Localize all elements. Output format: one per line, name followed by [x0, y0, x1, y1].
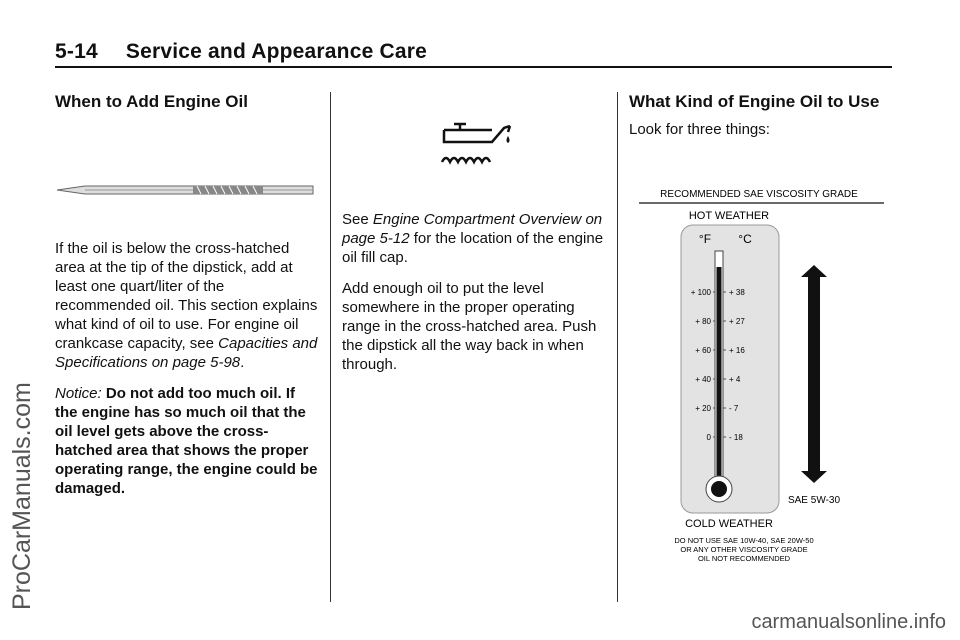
cold-weather-label: COLD WEATHER — [685, 518, 773, 530]
capacities-link[interactable]: Capacities and Specifications on page 5-98 — [55, 335, 318, 371]
f-tick-1: + 80 — [695, 317, 711, 326]
notice-label: Notice: — [55, 385, 102, 402]
column-divider-1 — [330, 92, 331, 602]
add-oil-body: If the oil is below the cross-hatched area at the tip of the dipstick, add at least one quart/liter of the recommended oil. This section explains what kind of oil to use. For engine oil crankcase capacity, see — [55, 240, 318, 352]
header-rule — [55, 66, 892, 68]
when-to-add-heading: When to Add Engine Oil — [55, 92, 248, 111]
column-divider-2 — [617, 92, 618, 602]
grade-label: SAE 5W-30 — [787, 495, 841, 506]
notice-text: Do not add too much oil. If the engine has so much oil that the oil level gets above the cross-hatched area that shows the proper operating range, the engine could be damaged. — [55, 385, 318, 497]
fahrenheit-unit: °F — [698, 232, 712, 246]
see-text: See — [342, 211, 369, 228]
celsius-unit: °C — [738, 232, 752, 246]
hot-weather-label: HOT WEATHER — [688, 210, 770, 222]
chart-title: RECOMMENDED SAE VISCOSITY GRADE — [660, 189, 858, 200]
what-kind-heading: What Kind of Engine Oil to Use — [629, 92, 880, 111]
right-column — [629, 92, 899, 561]
page-number: 5-14 — [55, 40, 98, 63]
c-tick-0: + 38 — [729, 288, 745, 297]
warning-line-1: DO NOT USE SAE 10W-40, SAE 20W-50 — [674, 536, 814, 545]
warning-line-2: OR ANY OTHER VISCOSITY GRADE — [680, 545, 808, 554]
warning-line-3: OIL NOT RECOMMENDED — [697, 554, 791, 561]
page-header — [55, 40, 427, 64]
c-tick-5: - 18 — [729, 433, 743, 442]
f-tick-0: + 100 — [690, 288, 711, 297]
c-tick-2: + 16 — [729, 346, 745, 355]
add-oil-paragraph — [55, 239, 320, 372]
ref-tail: . — [240, 354, 245, 371]
f-tick-4: + 20 — [695, 404, 711, 413]
watermark-left: ProCarManuals.com — [8, 382, 36, 610]
add-enough-paragraph: Add enough oil to put the level somewhere in the proper operating range in the cross-hatched area. Push the dipstick all the way back in when through. — [342, 280, 597, 373]
f-tick-2: + 60 — [695, 346, 711, 355]
section-title: Service and Appearance Care — [125, 40, 427, 63]
c-tick-1: + 27 — [729, 317, 745, 326]
oil-can-icon — [342, 92, 607, 172]
f-tick-3: + 40 — [695, 375, 711, 384]
f-tick-5: 0 — [706, 433, 711, 442]
dipstick-illustration — [55, 169, 317, 209]
notice-paragraph — [55, 384, 320, 498]
fill-cap-paragraph — [342, 210, 607, 267]
grade-range-arrow — [801, 265, 827, 483]
watermark-bottom: carmanualsonline.info — [751, 611, 946, 633]
left-column — [55, 92, 320, 510]
c-tick-3: + 4 — [729, 375, 741, 384]
viscosity-chart — [629, 151, 891, 561]
fill-cap-tail: for the location of the engine oil fill cap. — [342, 230, 604, 266]
engine-compartment-link[interactable]: Engine Compartment Overview on page 5-12 — [342, 211, 603, 247]
middle-column — [342, 92, 607, 386]
intro-text: Look for three things: — [629, 121, 770, 138]
c-tick-4: - 7 — [729, 404, 739, 413]
